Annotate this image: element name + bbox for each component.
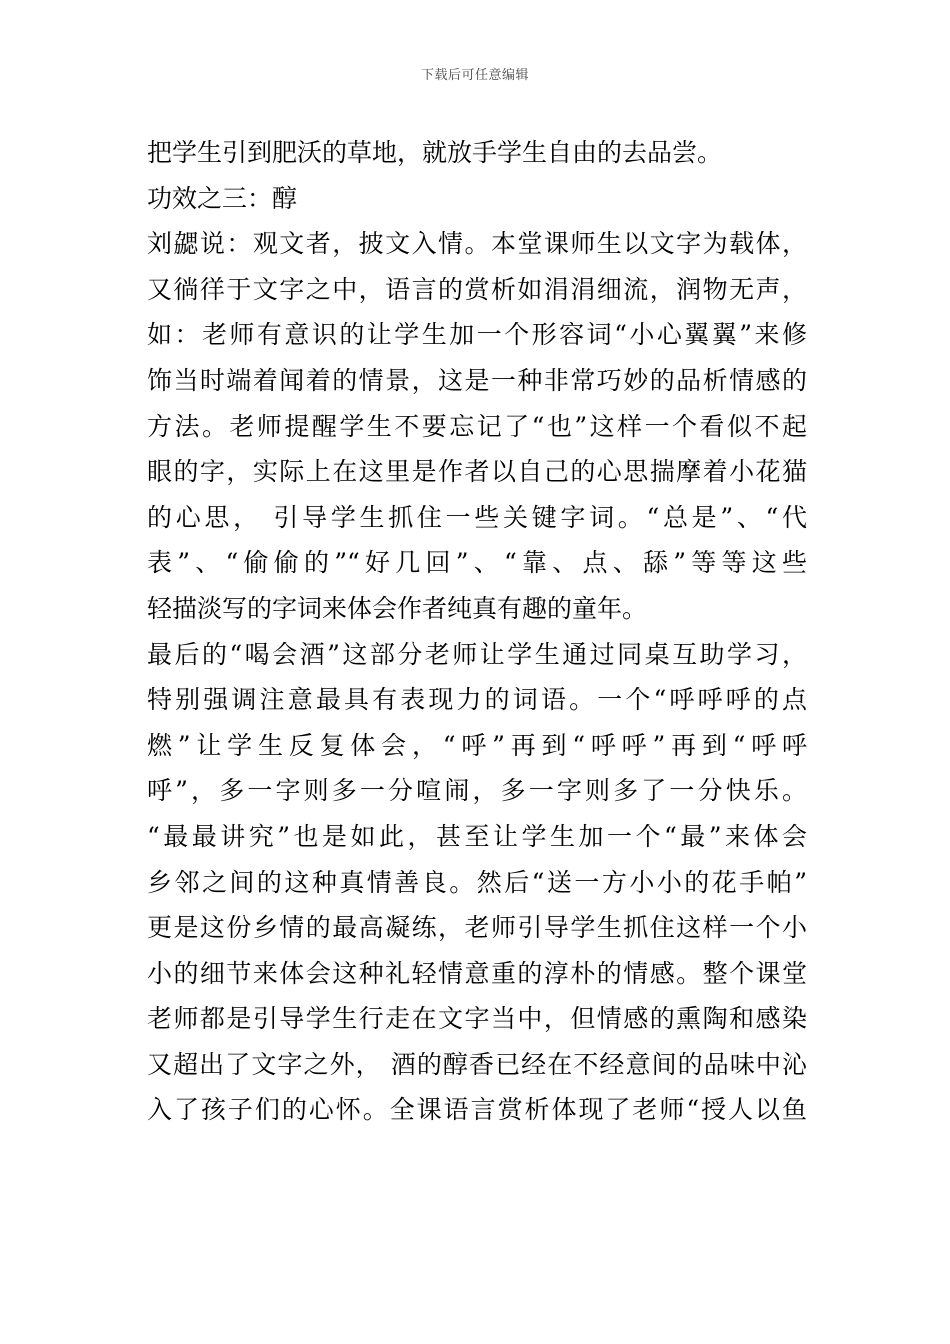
- text-line: 又徜徉于文字之中，语言的赏析如涓涓细流，润物无声，: [147, 274, 807, 304]
- text-line: 燃”让学生反复体会，“呼”再到“呼呼”再到“呼呼: [147, 730, 807, 760]
- text-line: 乡邻之间的这种真情善良。然后“送一方小小的花手帕”: [147, 867, 807, 897]
- text-line: 刘勰说：观文者，披文入情。本堂课师生以文字为载体，: [147, 229, 807, 259]
- text-line: 轻描淡写的字词来体会作者纯真有趣的童年。: [147, 593, 648, 623]
- text-line: 又超出了文字之外， 酒的醇香已经在不经意间的品味中沁: [147, 1049, 807, 1079]
- text-line: 饰当时端着闻着的情景，这是一种非常巧妙的品析情感的: [147, 365, 807, 395]
- text-line: 特别强调注意最具有表现力的词语。一个“呼呼呼的点: [147, 685, 807, 715]
- text-line: “最最讲究”也是如此，甚至让学生加一个“最”来体会: [147, 821, 807, 851]
- text-line: 更是这份乡情的最高凝练，老师引导学生抓住这样一个小: [147, 913, 807, 943]
- body-text: [147, 130, 807, 1133]
- text-line: 表”、“偷偷的”“好几回”、“靠、点、舔”等等这些: [147, 548, 807, 578]
- text-line: 的心思， 引导学生抓住一些关键字词。“总是”、“代: [147, 502, 807, 532]
- text-line: 方法。老师提醒学生不要忘记了“也”这样一个看似不起: [147, 411, 807, 441]
- text-line: 老师都是引导学生行走在文字当中，但情感的熏陶和感染: [147, 1004, 807, 1034]
- text-line: 把学生引到肥沃的草地，就放手学生自由的去品尝。: [147, 138, 723, 167]
- text-line: 如：老师有意识的让学生加一个形容词“小心翼翼”来修: [147, 320, 807, 350]
- text-line: 呼”，多一字则多一分喧闹，多一字则多了一分快乐。: [147, 776, 807, 806]
- text-line: 眼的字，实际上在这里是作者以自己的心思揣摩着小花猫: [147, 457, 807, 487]
- text-line: 最后的“喝会酒”这部分老师让学生通过同桌互助学习，: [147, 639, 807, 669]
- section-heading: 功效之三：醇: [147, 183, 298, 213]
- page-header: 下载后可任意编辑: [420, 68, 529, 83]
- text-line: 入了孩子们的心怀。全课语言赏析体现了老师“授人以鱼: [147, 1095, 807, 1125]
- text-line: 小的细节来体会这种礼轻情意重的淳朴的情感。整个课堂: [147, 958, 807, 988]
